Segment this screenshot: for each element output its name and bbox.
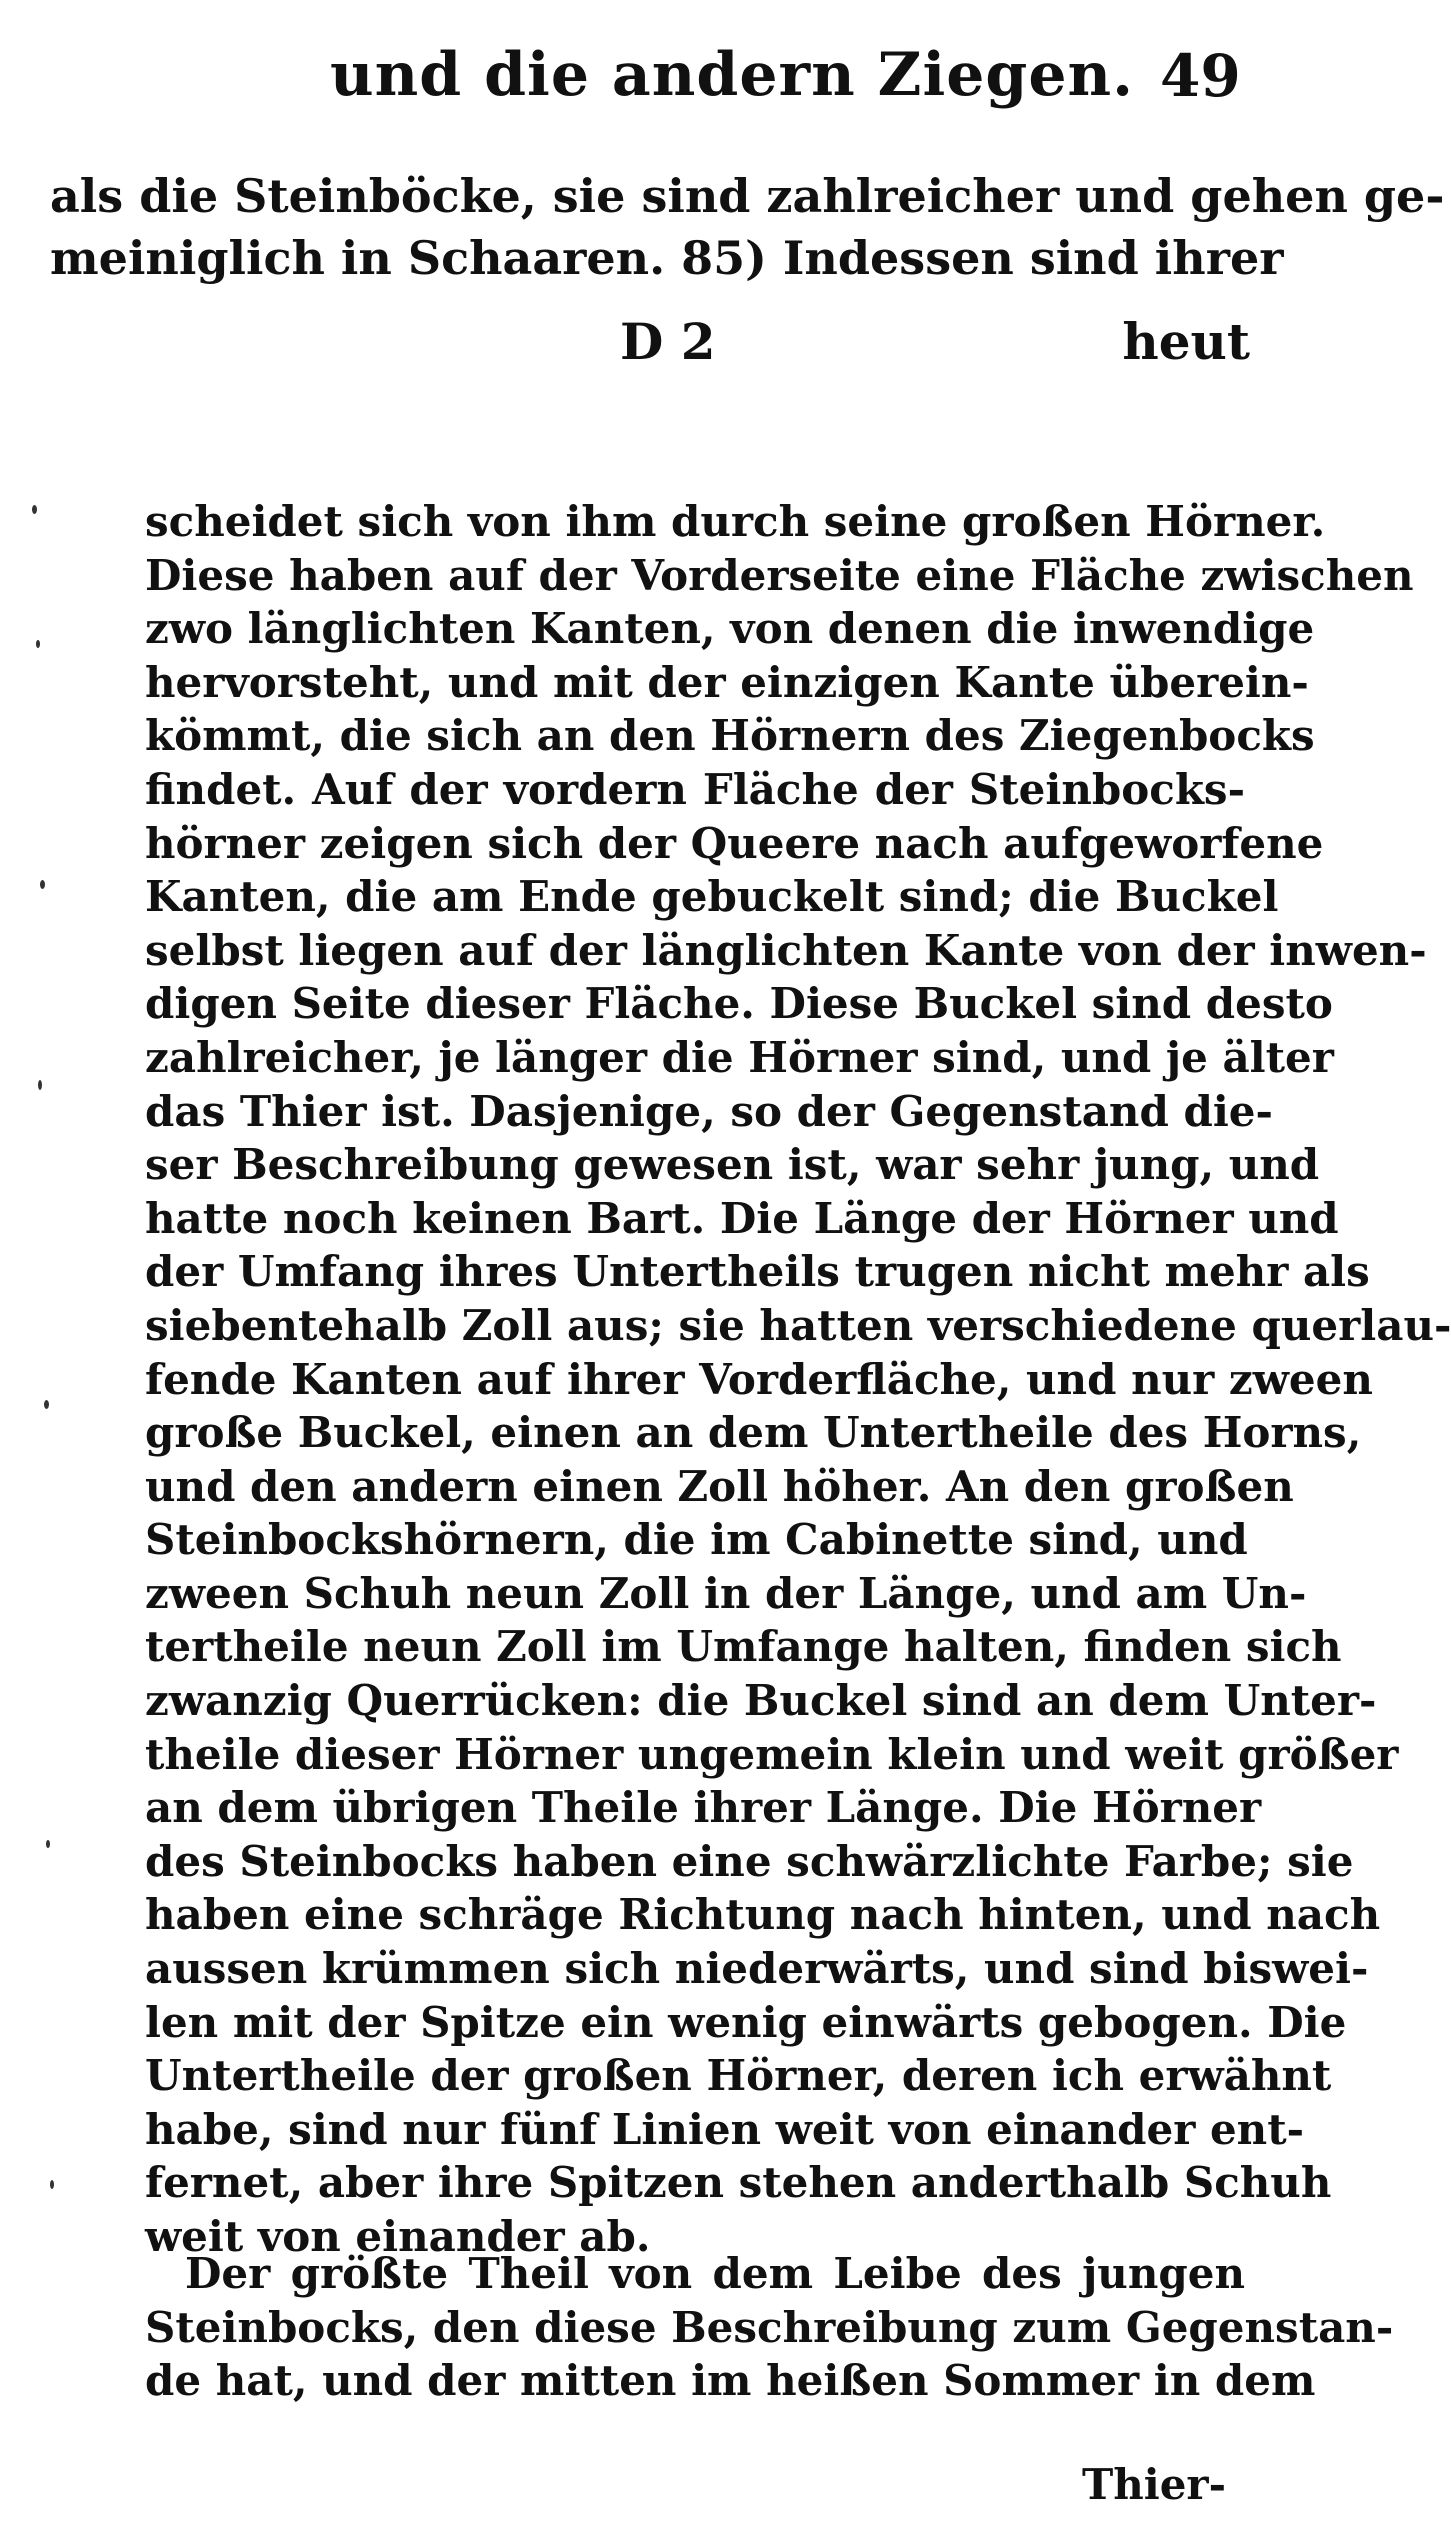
page-header — [0, 30, 1296, 120]
text-line: fende Kanten auf ihrer Vorderfläche, und nur zween — [145, 1354, 1373, 1404]
signature-row — [50, 312, 1250, 382]
page-number: 49 — [1160, 42, 1241, 110]
text-line: Kanten, die am Ende gebuckelt sind; die Buckel — [145, 872, 1279, 922]
text-line: aussen krümmen sich niederwärts, und sind biswei- — [145, 1944, 1369, 1994]
text-line: der Umfang ihres Untertheils trugen nicht mehr als — [145, 1247, 1370, 1297]
catchword: heut — [1122, 312, 1250, 371]
text-line: len mit der Spitze ein wenig einwärts gebogen. Die — [145, 1997, 1347, 2047]
second-paragraph — [145, 2247, 1394, 2408]
text-line: haben eine schräge Richtung nach hinten, und nach — [145, 1890, 1381, 1940]
scan-speck — [40, 880, 45, 889]
text-line: de hat, und der mitten im heißen Sommer in dem — [145, 2356, 1316, 2406]
main-paragraph — [145, 495, 1451, 2264]
scan-speck — [38, 1080, 42, 1090]
text-line: findet. Auf der vordern Fläche der Steinbocks- — [145, 764, 1245, 814]
text-line: Untertheile der großen Hörner, deren ich erwähnt — [145, 2051, 1332, 2101]
text-line: weit von einander ab. — [145, 2212, 651, 2261]
text-line: zwo länglichten Kanten, von denen die inwendige — [145, 604, 1315, 654]
text-line: fernet, aber ihre Spitzen stehen anderthalb Schuh — [145, 2158, 1332, 2208]
text-line: zahlreicher, je länger die Hörner sind, und je älter — [145, 1032, 1334, 1082]
text-line: scheidet sich von ihm durch seine großen Hörner. — [145, 497, 1326, 546]
text-line: kömmt, die sich an den Hörnern des Ziegenbocks — [145, 711, 1315, 761]
text-line: zwanzig Querrücken: die Buckel sind an dem Unter- — [145, 1676, 1377, 1726]
printer-signature: D 2 — [620, 312, 716, 371]
bottom-catchword: Thier- — [1081, 2460, 1226, 2509]
text-line: Steinbocks, den diese Beschreibung zum Gegenstan- — [145, 2302, 1394, 2352]
text-line: Steinbockshörnern, die im Cabinette sind, und — [145, 1515, 1248, 1565]
text-line: an dem übrigen Theile ihrer Länge. Die Hörner — [145, 1783, 1262, 1833]
text-line: siebentehalb Zoll aus; sie hatten verschiedene querlau- — [145, 1300, 1451, 1350]
previous-page-overlap-text — [50, 165, 1445, 289]
scan-speck — [32, 505, 37, 514]
text-line: hatte noch keinen Bart. Die Länge der Hörner und — [145, 1193, 1339, 1243]
text-line: Der größte Theil von dem Leibe des jungen — [185, 2249, 1245, 2298]
text-line: Diese haben auf der Vorderseite eine Fläche zwischen — [145, 550, 1414, 600]
running-title: und die andern Ziegen. — [330, 40, 1135, 110]
scan-speck — [36, 640, 40, 648]
text-line: digen Seite dieser Fläche. Diese Buckel sind desto — [145, 979, 1333, 1029]
scan-speck — [50, 2180, 54, 2189]
text-line: meiniglich in Schaaren. 85) Indessen sind ihrer — [50, 231, 1284, 285]
scan-speck — [46, 1840, 50, 1848]
text-line: theile dieser Hörner ungemein klein und weit größer — [145, 1729, 1399, 1779]
text-line: zween Schuh neun Zoll in der Länge, und am Un- — [145, 1568, 1307, 1618]
text-line: das Thier ist. Dasjenige, so der Gegenstand die- — [145, 1086, 1273, 1136]
text-line: und den andern einen Zoll höher. An den großen — [145, 1461, 1294, 1511]
text-line: selbst liegen auf der länglichten Kante von der inwen- — [145, 925, 1427, 975]
text-line: hervorsteht, und mit der einzigen Kante überein- — [145, 657, 1309, 707]
text-line: ser Beschreibung gewesen ist, war sehr jung, und — [145, 1140, 1320, 1190]
text-line: große Buckel, einen an dem Untertheile des Horns, — [145, 1408, 1362, 1458]
text-line: tertheile neun Zoll im Umfange halten, finden sich — [145, 1622, 1342, 1672]
text-line: des Steinbocks haben eine schwärzlichte Farbe; sie — [145, 1836, 1354, 1886]
text-line: habe, sind nur fünf Linien weit von einander ent- — [145, 2104, 1305, 2154]
scan-speck — [44, 1400, 49, 1409]
text-line: als die Steinböcke, sie sind zahlreicher und gehen ge- — [50, 169, 1445, 223]
text-line: hörner zeigen sich der Queere nach aufgeworfene — [145, 818, 1324, 868]
